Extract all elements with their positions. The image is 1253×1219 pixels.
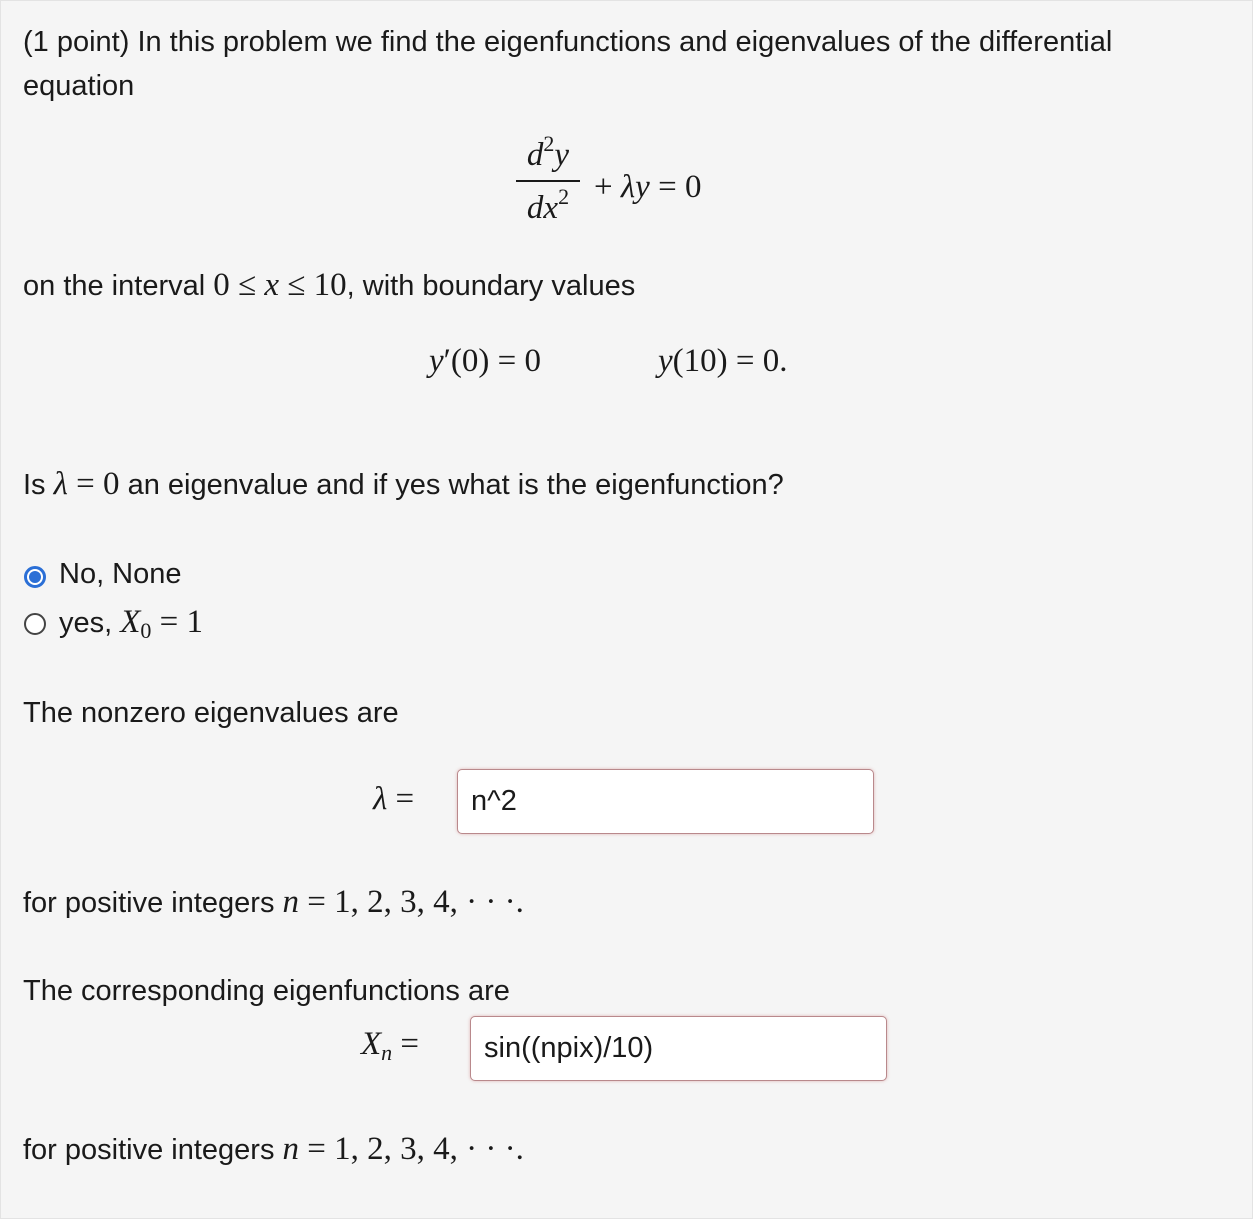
- intro-line-2: equation: [23, 70, 135, 102]
- option-no-none-label[interactable]: No, None: [59, 558, 182, 590]
- question-text: Is λ = 0 an eigenvalue and if yes what is the eigenfunction?: [23, 466, 784, 502]
- interval-sentence: on the interval 0 ≤ x ≤ 10, with boundary values: [23, 267, 636, 303]
- positive-integers-2: for positive integers n = 1, 2, 3, 4, · · ·.: [23, 1131, 524, 1167]
- fraction-denominator: $dx^2$: [526, 184, 570, 226]
- eigenvalues-heading: The nonzero eigenvalues are: [23, 697, 399, 729]
- eigenvalue-lhs: λ =: [373, 781, 415, 817]
- fraction-numerator: $d^2y$: [526, 131, 570, 173]
- option-yes-label[interactable]: yes, $X_0 = 1$: [59, 604, 204, 643]
- eigenvalue-answer-input[interactable]: n^2: [457, 769, 874, 834]
- positive-integers-1: for positive integers n = 1, 2, 3, 4, · · ·.: [23, 884, 524, 920]
- derivative-fraction: [516, 131, 580, 226]
- eigenfunctions-heading: The corresponding eigenfunctions are: [23, 975, 510, 1007]
- boundary-condition-1: y′(0) = 0: [429, 343, 541, 379]
- equation-rest: + λy = 0: [594, 169, 702, 205]
- intro-line-1: (1 point) In this problem we find the eigenfunctions and eigenvalues of the differential: [23, 26, 1113, 58]
- eigenfunction-answer-input[interactable]: sin((npix)/10): [470, 1016, 887, 1081]
- eigenfunction-lhs: $X_n$ =: [361, 1026, 420, 1065]
- fraction-bar: [516, 180, 580, 182]
- radio-no-none[interactable]: [24, 566, 46, 588]
- radio-yes[interactable]: [24, 613, 46, 635]
- boundary-condition-2: y(10) = 0.: [658, 343, 788, 379]
